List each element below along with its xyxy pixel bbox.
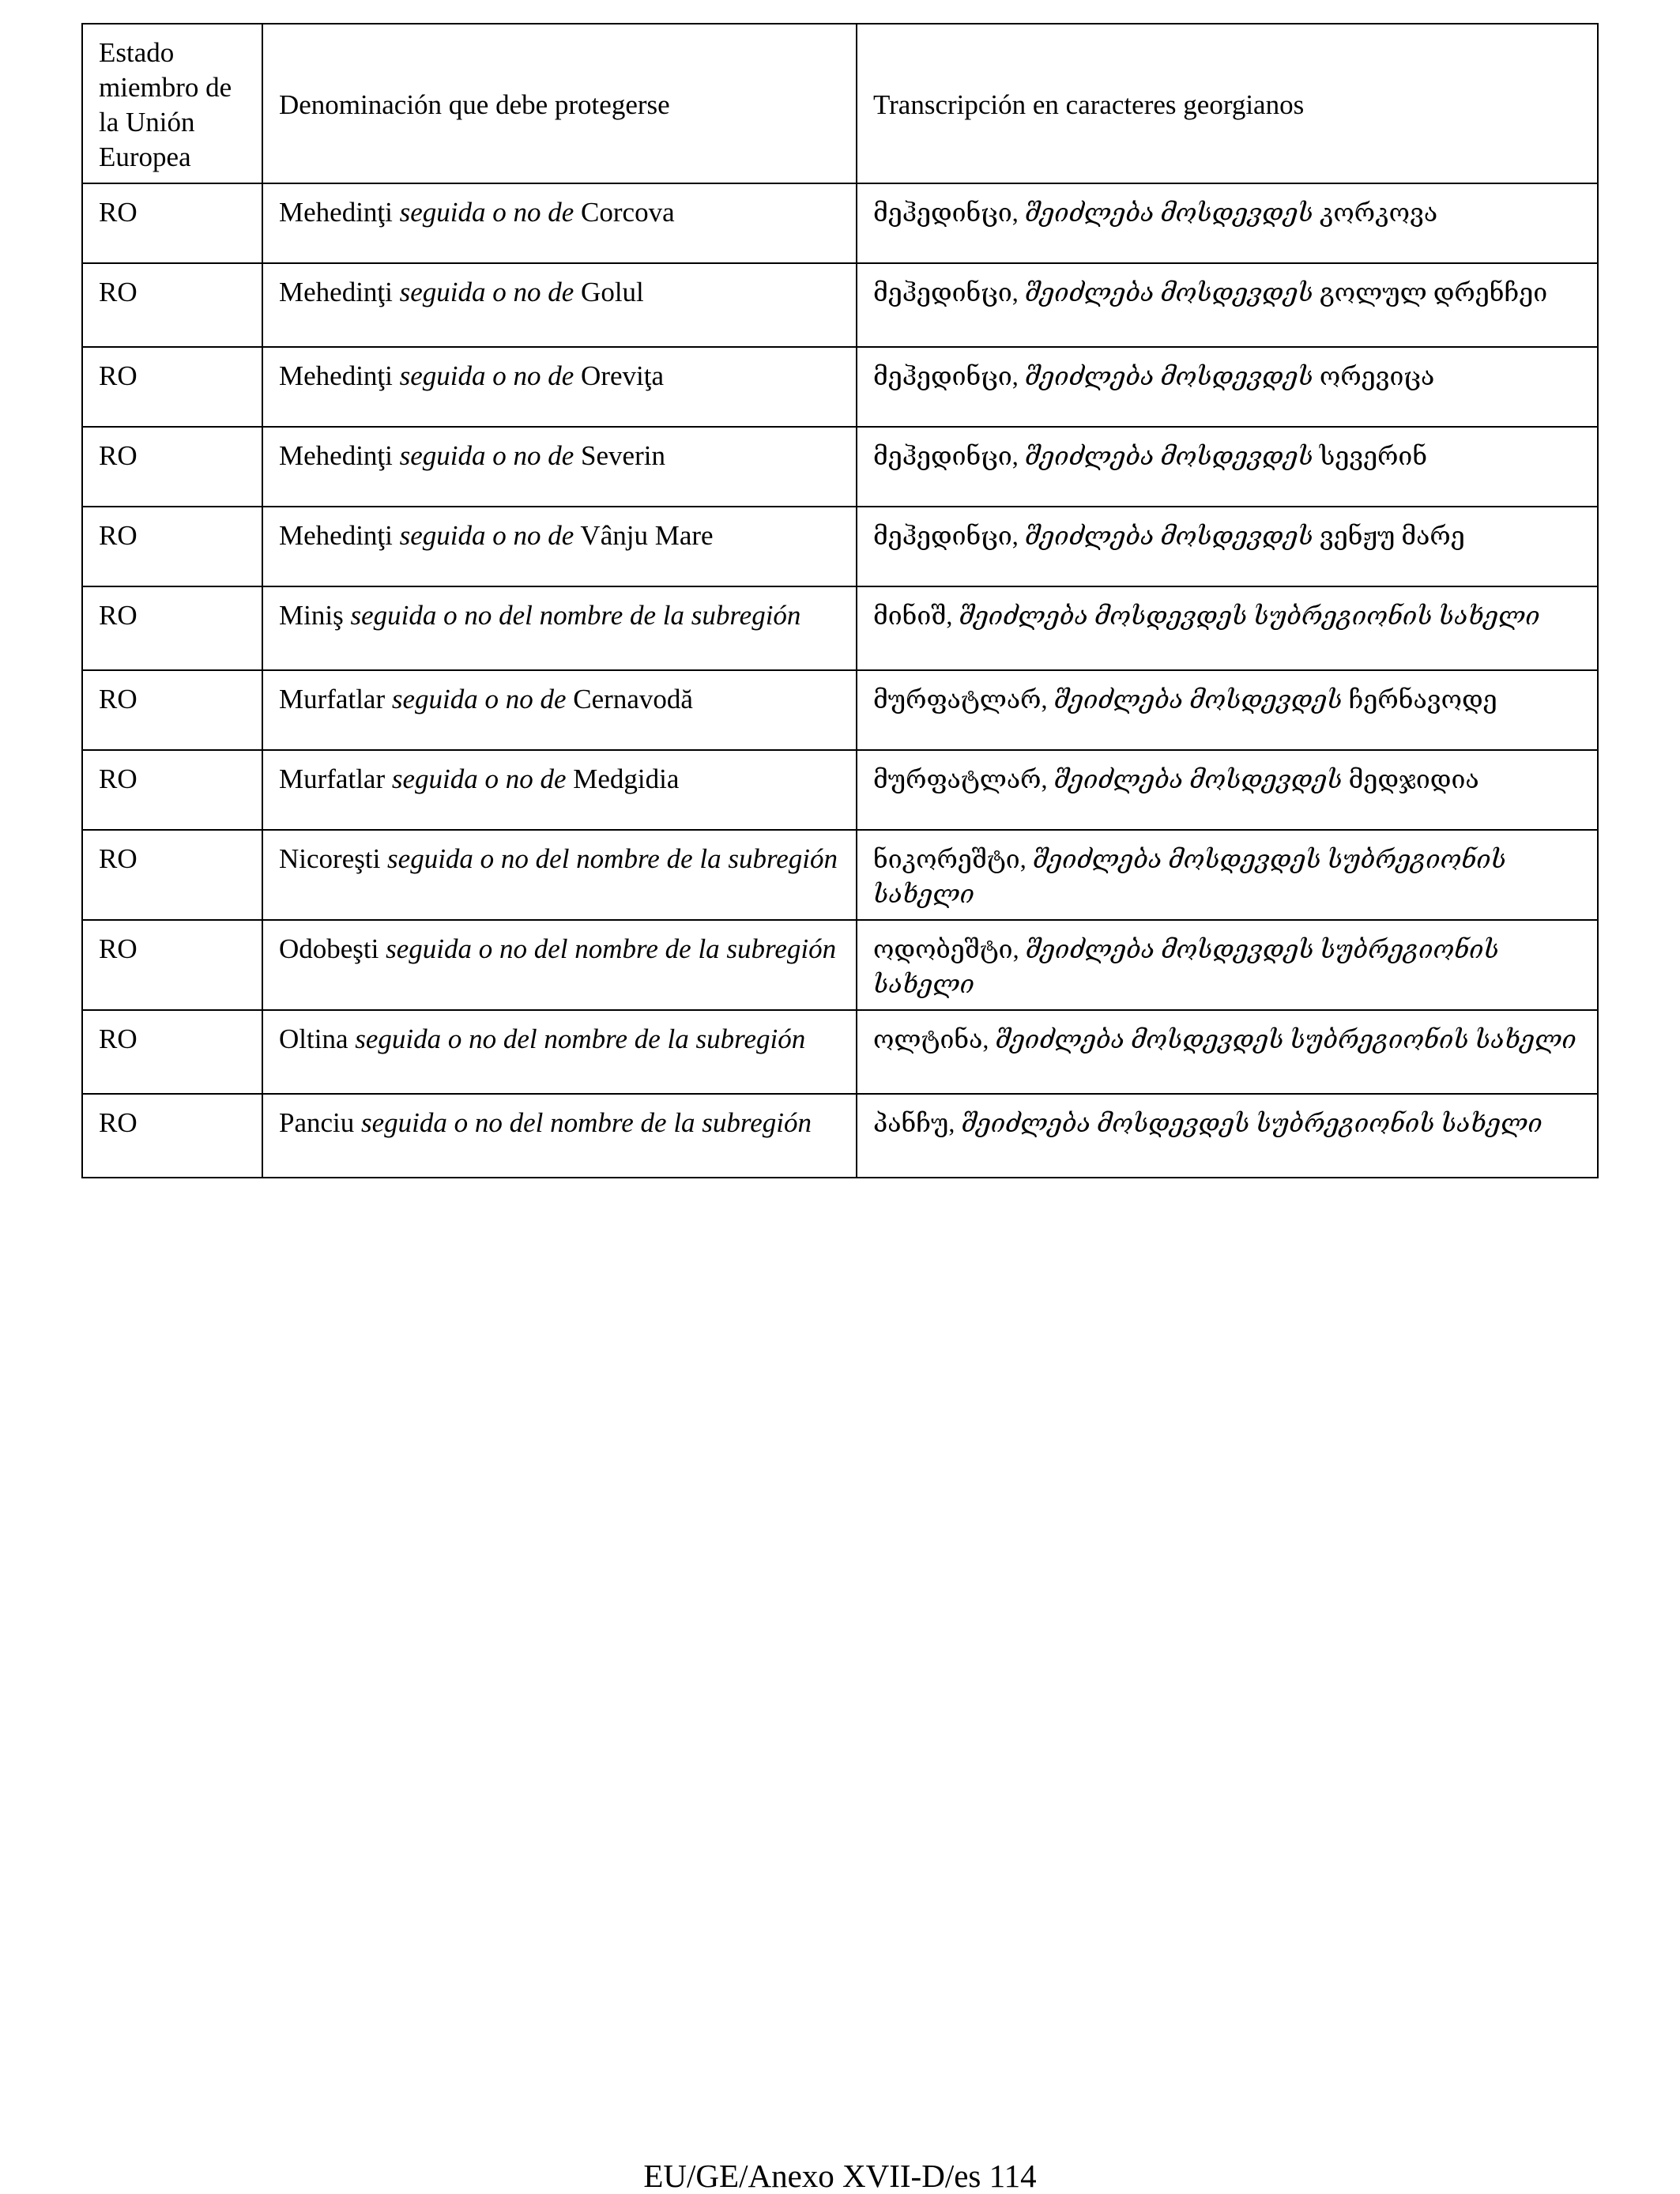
table-row	[82, 427, 1598, 507]
transcription-name: მეჰედინცი,	[873, 278, 1019, 307]
denomination-name: Murfatlar	[279, 684, 386, 714]
transcription-subregion: სევერინ	[1319, 442, 1428, 470]
denomination-name: Mehedinţi	[279, 197, 393, 228]
transcription-qualifier: შეიძლება მოსდევდეს	[1024, 522, 1313, 550]
denomination-cell	[262, 183, 857, 263]
denomination-cell	[262, 347, 857, 427]
transcription-cell	[857, 183, 1598, 263]
denomination-cell	[262, 427, 857, 507]
transcription-qualifier: შეიძლება მოსდევდეს	[1024, 198, 1313, 227]
transcription-subregion: მედჯიდია	[1348, 765, 1479, 794]
transcription-qualifier: შეიძლება მოსდევდეს	[1053, 765, 1343, 794]
transcription-name: მეჰედინცი,	[873, 442, 1019, 470]
denomination-qualifier: seguida o no del nombre de la subregión	[361, 1107, 812, 1138]
page-footer: EU/GE/Anexo XVII-D/es 114	[643, 2158, 1037, 2194]
member-state-cell: RO	[82, 263, 262, 347]
member-state-cell: RO	[82, 507, 262, 586]
transcription-cell	[857, 830, 1598, 920]
table-row	[82, 670, 1598, 750]
transcription-qualifier: შეიძლება მოსდევდეს სუბრეგიონის სახელი	[873, 845, 1507, 908]
denomination-name: Mehedinţi	[279, 520, 393, 551]
transcription-name: პანჩუ,	[873, 1109, 955, 1137]
header-transcription: Transcripción en caracteres georgianos	[857, 24, 1598, 183]
denominations-table	[81, 23, 1599, 1178]
transcription-qualifier: შეიძლება მოსდევდეს სუბრეგიონის სახელი	[961, 1109, 1543, 1137]
denomination-qualifier: seguida o no del nombre de la subregión	[350, 600, 801, 631]
denomination-cell	[262, 1094, 857, 1178]
denomination-qualifier: seguida o no del nombre de la subregión	[387, 843, 838, 874]
transcription-cell	[857, 586, 1598, 670]
denomination-name: Odobeşti	[279, 933, 379, 964]
transcription-cell	[857, 920, 1598, 1010]
denomination-subregion: Oreviţa	[581, 360, 664, 391]
member-state-cell: RO	[82, 347, 262, 427]
denomination-qualifier: seguida o no de	[391, 763, 567, 794]
transcription-cell	[857, 1010, 1598, 1094]
denomination-subregion: Golul	[581, 277, 644, 307]
denomination-name: Mehedinţi	[279, 440, 393, 471]
member-state-cell: RO	[82, 920, 262, 1010]
denomination-cell	[262, 263, 857, 347]
transcription-name: მურფატლარ,	[873, 685, 1048, 714]
denomination-cell	[262, 507, 857, 586]
denomination-cell	[262, 670, 857, 750]
transcription-subregion: ორევიცა	[1319, 362, 1435, 390]
transcription-name: ოდობეშტი,	[873, 935, 1019, 963]
transcription-cell	[857, 507, 1598, 586]
denomination-cell	[262, 920, 857, 1010]
transcription-cell	[857, 750, 1598, 830]
transcription-cell	[857, 263, 1598, 347]
denomination-name: Murfatlar	[279, 763, 386, 794]
transcription-name: ოლტინა,	[873, 1025, 989, 1054]
denomination-subregion: Vânju Mare	[580, 520, 714, 551]
table-row	[82, 920, 1598, 1010]
denomination-cell	[262, 830, 857, 920]
denomination-qualifier: seguida o no de	[399, 197, 574, 228]
denomination-qualifier: seguida o no de	[399, 360, 574, 391]
transcription-cell	[857, 427, 1598, 507]
denomination-qualifier: seguida o no de	[399, 520, 574, 551]
transcription-qualifier: შეიძლება მოსდევდეს	[1053, 685, 1343, 714]
member-state-cell: RO	[82, 586, 262, 670]
transcription-name: მინიშ,	[873, 601, 953, 630]
denomination-name: Mehedinţi	[279, 360, 393, 391]
transcription-qualifier: შეიძლება მოსდევდეს	[1024, 442, 1313, 470]
denomination-name: Nicoreşti	[279, 843, 381, 874]
transcription-name: მეჰედინცი,	[873, 522, 1019, 550]
denomination-name: Panciu	[279, 1107, 355, 1138]
member-state-cell: RO	[82, 1010, 262, 1094]
table-row	[82, 750, 1598, 830]
transcription-qualifier: შეიძლება მოსდევდეს სუბრეგიონის სახელი	[959, 601, 1540, 630]
denomination-qualifier: seguida o no de	[391, 684, 567, 714]
denomination-qualifier: seguida o no de	[399, 440, 574, 471]
table-row	[82, 1094, 1598, 1178]
denomination-name: Mehedinţi	[279, 277, 393, 307]
denomination-cell	[262, 1010, 857, 1094]
denomination-subregion: Corcova	[581, 197, 675, 228]
denomination-qualifier: seguida o no del nombre de la subregión	[386, 933, 837, 964]
transcription-subregion: გოლულ დრენჩეი	[1319, 278, 1548, 307]
denomination-cell	[262, 750, 857, 830]
transcription-name: მეჰედინცი,	[873, 198, 1019, 227]
member-state-cell: RO	[82, 1094, 262, 1178]
transcription-qualifier: შეიძლება მოსდევდეს სუბრეგიონის სახელი	[995, 1025, 1576, 1054]
member-state-cell: RO	[82, 750, 262, 830]
denomination-subregion: Medgidia	[573, 763, 680, 794]
transcription-cell	[857, 347, 1598, 427]
denomination-name: Oltina	[279, 1023, 348, 1054]
transcription-name: მურფატლარ,	[873, 765, 1048, 794]
denomination-name: Miniş	[279, 600, 344, 631]
transcription-subregion: ვენჟუ მარე	[1319, 522, 1465, 550]
table-header-row	[82, 24, 1598, 183]
transcription-cell	[857, 1094, 1598, 1178]
member-state-cell: RO	[82, 183, 262, 263]
table-row	[82, 507, 1598, 586]
transcription-cell	[857, 670, 1598, 750]
transcription-name: ნიკორეშტი,	[873, 845, 1026, 873]
denomination-cell	[262, 586, 857, 670]
denomination-qualifier: seguida o no de	[399, 277, 574, 307]
header-member-state: Estado miembro de la Unión Europea	[82, 24, 262, 183]
member-state-cell: RO	[82, 830, 262, 920]
header-denomination: Denominación que debe protegerse	[262, 24, 857, 183]
transcription-qualifier: შეიძლება მოსდევდეს	[1024, 362, 1313, 390]
table-row	[82, 830, 1598, 920]
table-row	[82, 1010, 1598, 1094]
table-row	[82, 347, 1598, 427]
transcription-qualifier: შეიძლება მოსდევდეს	[1024, 278, 1313, 307]
member-state-cell: RO	[82, 670, 262, 750]
table-body	[82, 24, 1598, 1178]
transcription-name: მეჰედინცი,	[873, 362, 1019, 390]
denomination-qualifier: seguida o no del nombre de la subregión	[355, 1023, 806, 1054]
denomination-subregion: Severin	[581, 440, 665, 471]
transcription-qualifier: შეიძლება მოსდევდეს სუბრეგიონის სახელი	[873, 935, 1499, 998]
table-row	[82, 586, 1598, 670]
transcription-subregion: კორკოვა	[1319, 198, 1438, 227]
table-row	[82, 183, 1598, 263]
transcription-subregion: ჩერნავოდე	[1348, 685, 1497, 714]
denomination-subregion: Cernavodă	[573, 684, 693, 714]
member-state-cell: RO	[82, 427, 262, 507]
table-row	[82, 263, 1598, 347]
